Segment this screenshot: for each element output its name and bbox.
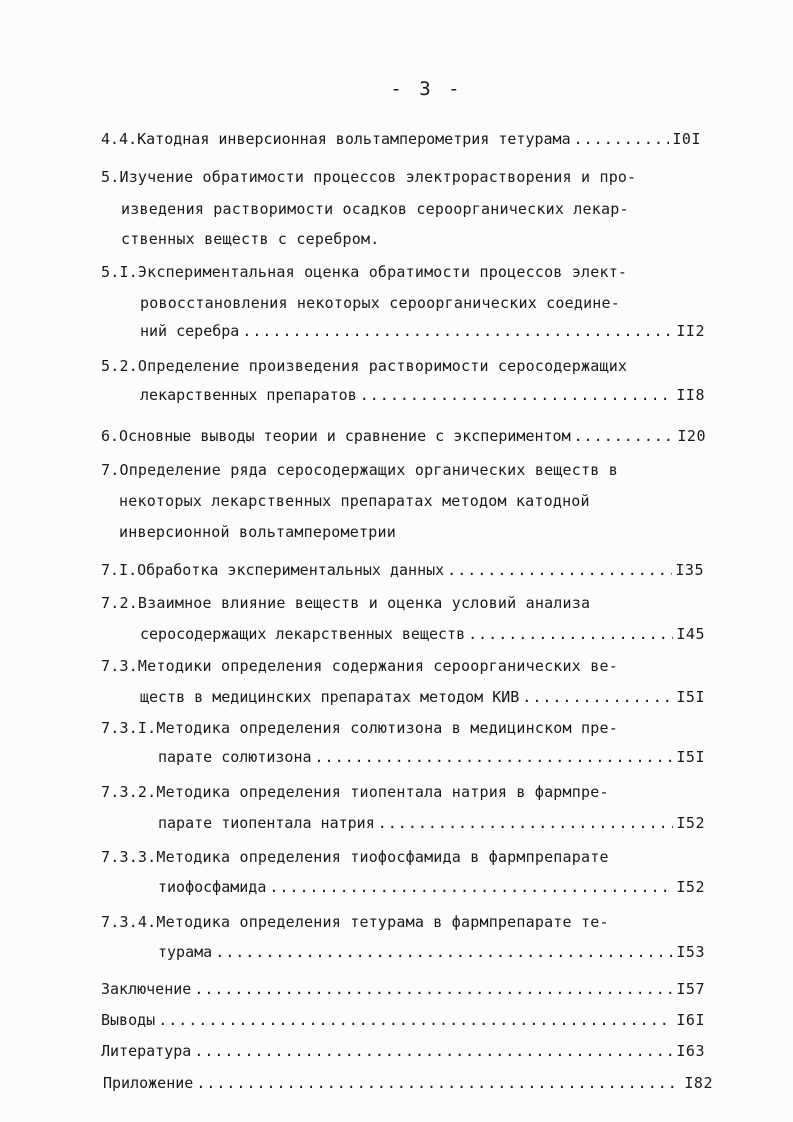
toc-entry-title: турама [158,943,213,961]
toc-page-number: I0I [672,130,701,148]
toc-page-number: I52 [676,878,705,896]
toc-entry-5-line-1[interactable]: 5.Изучение обратимости процессов электрорастворения и про- [101,168,637,186]
toc-entry-5-2-last [140,386,705,404]
toc-entry-7-3-2-line-1[interactable]: 7.3.2.Методика определения тиопентала натрия в фармпре- [101,783,609,801]
toc-page-number: I82 [684,1074,713,1092]
toc-entry-7-3-4-last [158,943,705,961]
toc-entry-title: 4.4.Катодная инверсионная вольтамперометрия тетурама [101,130,571,148]
toc-entry-4-4[interactable] [101,130,701,148]
toc-entry-7-3-line-1[interactable]: 7.3.Методики определения содержания сероорганических ве- [101,657,618,675]
toc-page-number: II8 [676,386,705,404]
leader-dots [194,1042,673,1060]
leader-dots [196,1074,681,1092]
toc-entry-5-1-line-1[interactable]: 5.I.Экспериментальная оценка обратимости процессов элект- [101,263,628,281]
toc-entry-5-line-2: изведения растворимости осадков сероорганических лекар- [121,200,629,218]
toc-entry-title: тиофосфамида [158,878,267,896]
toc-entry-7-3-1-line-1[interactable]: 7.3.I.Методика определения солютизона в медицинском пре- [101,719,618,737]
leader-dots [315,748,674,766]
toc-page-number: I63 [676,1042,705,1060]
toc-entry-findings[interactable] [101,1011,705,1029]
leader-dots [447,561,672,579]
leader-dots [269,878,673,896]
toc-entry-title: Выводы [101,1011,156,1029]
toc-entry-5-1-last [140,322,705,340]
toc-entry-title: лекарственных препаратов [140,386,357,404]
page-number: - 3 - [390,78,463,100]
toc-entry-7-2-last [140,625,705,643]
toc-entry-7-2-line-1[interactable]: 7.2.Взаимное влияние веществ и оценка условий анализа [101,594,591,612]
toc-entry-title: ществ в медицинских препаратах методом КИВ [140,688,520,706]
toc-entry-6[interactable] [101,427,706,445]
leader-dots [522,688,673,706]
toc-entry-5-line-3: ственных веществ с серебром. [121,230,380,248]
toc-entry-title: 7.I.Обработка экспериментальных данных [101,561,445,579]
leader-dots [194,980,673,998]
toc-entry-title: Литература [101,1042,192,1060]
toc-entry-7-3-2-last [158,814,705,832]
toc-page-number: I6I [676,1011,705,1029]
toc-entry-title: 6.Основные выводы теории и сравнение с экспериментом [101,427,571,445]
leader-dots [242,322,673,340]
toc-entry-title: ний серебра [140,322,240,340]
toc-entry-7-line-1[interactable]: 7.Определение ряда серосодержащих органических веществ в [101,461,618,479]
toc-entry-5-2-line-1[interactable]: 5.2.Определение произведения растворимости серосодержащих [101,357,628,375]
toc-page-number: I57 [676,980,705,998]
toc-entry-5-1-line-2: ровосстановления некоторых сероорганических соедине- [140,294,620,312]
toc-page-number: I20 [677,427,706,445]
toc-page-number: II2 [676,322,705,340]
leader-dots [158,1011,673,1029]
toc-entry-7-3-last [140,688,705,706]
toc-page-number: I5I [676,748,705,766]
toc-entry-7-3-3-line-1[interactable]: 7.3.3.Методика определения тиофосфамида в фармпрепарате [101,848,609,866]
toc-entry-7-1[interactable] [101,561,704,579]
toc-entry-7-3-3-last [158,878,705,896]
leader-dots [574,130,670,148]
toc-entry-title: серосодержащих лекарственных веществ [140,625,466,643]
toc-entry-title: парате тиопентала натрия [158,814,375,832]
toc-entry-7-line-3: инверсионной вольтамперометрии [119,523,396,541]
toc-entry-7-3-4-line-1[interactable]: 7.3.4.Методика определения тетурама в фармпрепарате те- [101,913,609,931]
toc-entry-appendix[interactable] [103,1074,713,1092]
toc-page-number: I53 [676,943,705,961]
toc-entry-7-line-2: некоторых лекарственных препаратах методом катодной [119,492,590,510]
toc-entry-title: парате солютизона [158,748,312,766]
leader-dots [468,625,673,643]
leader-dots [215,943,673,961]
toc-page-number: I52 [676,814,705,832]
toc-entry-conclusion[interactable] [101,980,705,998]
toc-entry-title: Заключение [101,980,192,998]
leader-dots [360,386,674,404]
toc-entry-7-3-1-last [158,748,705,766]
toc-page-number: I45 [676,625,705,643]
leader-dots [574,427,675,445]
toc-page-number: I35 [675,561,704,579]
toc-entry-title: Приложение [103,1074,194,1092]
toc-page-number: I5I [676,688,705,706]
toc-entry-references[interactable] [101,1042,705,1060]
leader-dots [378,814,674,832]
